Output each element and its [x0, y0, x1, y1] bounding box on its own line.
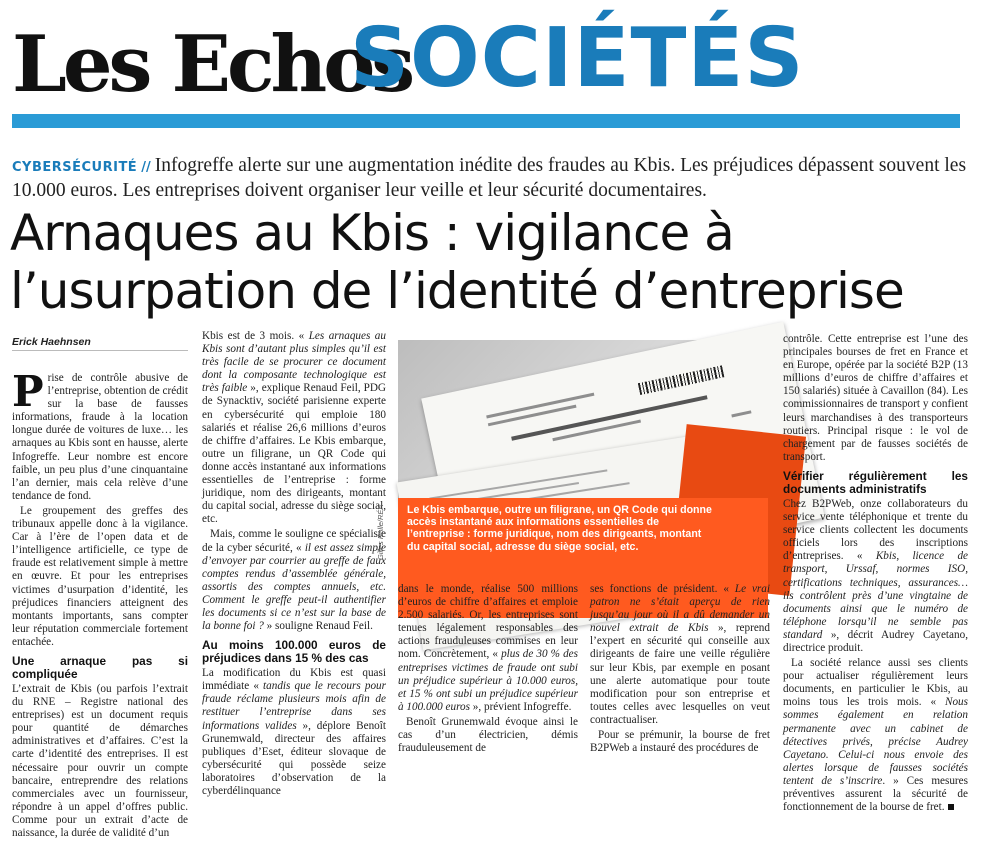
- text-line: [552, 420, 641, 442]
- drop-cap: P: [12, 367, 44, 416]
- text: », reprend l’expert en sécurité qui conseille aux dirigeants de faire une veille régulière sur leur Kbis, par exemple en posant une alerte automatique pour toute modification pour son entreprise et toutes celles avec lesquelles on veut contractualiser.: [590, 622, 770, 726]
- quote: Le vrai patron ne s’était aperçu de rien jusqu’au jour où il a dû demander un nouvel extrait de Kbis: [590, 583, 770, 635]
- article-headline: [10, 204, 990, 320]
- text: dans le monde, réalise 500 millions d’euros de chiffre d’affaires et emploie 2.500 salariés. Or, les entreprises sont tenues légalement responsables des actions frauduleuses commises en leur nom. Concrètement, «: [398, 583, 578, 661]
- masthead: [12, 10, 960, 128]
- article-column-4: [590, 583, 770, 757]
- rubric-separator: //: [141, 160, 151, 175]
- text: ses fonctions de président. «: [590, 583, 735, 595]
- text-line: [731, 410, 751, 417]
- text-line: [511, 395, 707, 440]
- paragraph: [590, 583, 770, 727]
- section-title: SOCIÉTÉS: [350, 11, 805, 106]
- paragraph-text: rise de contrôle abusive de l’entreprise, obtention de crédit sur la base de fausses informations, fraude à la location longue durée de voitures de luxe… les arnaques au Kbis sont en hausse, alerte Infogreffe. Leur nombre est encore faible, un peu plus d’une cinquantaine l’an dernier, mais cela relève d’une tendance de fond.: [12, 372, 189, 502]
- text: », prévient Infogreffe.: [470, 700, 572, 713]
- paragraph: [398, 583, 578, 714]
- text: La société relance aussi ses clients pour actualiser régulièrement leurs documents, en particulier le Kbis, au moins tous les trois mois. «: [783, 657, 968, 709]
- quote: Les arnaques au Kbis sont d’autant plus simples qu’il est très facile de se procurer ce document dont la composante technologique est très faible: [202, 330, 386, 395]
- paragraph: [202, 528, 386, 633]
- masthead-rule: [12, 114, 960, 128]
- rubric-kicker: CYBERSÉCURITÉ: [12, 160, 138, 175]
- text-line: [429, 469, 607, 499]
- photo-credit: Gilles Rolle/RÉA: [376, 504, 385, 560]
- text: », déplore Benoît Grunemwald, directeur des affaires publiques d’Eset, éditeur slovaque de cybersécurité qui possède seize laboratoires d’observation de la cyberdélinquance: [202, 719, 386, 797]
- paragraph: Benoît Grunemwald évoque ainsi le cas d’un électricien, démis frauduleusement de: [398, 715, 578, 755]
- paragraph: [783, 498, 968, 655]
- article-standfirst: [12, 154, 972, 202]
- quote: il est assez simple d’envoyer par courrier au greffe de faux comptes rendus d’assemblée générale, assortis des comptes annuels, etc. Comment le greffe peut-il authentifier les documents si ce n’est sur la base de la bonne foi ?: [202, 541, 386, 633]
- paragraph: Le groupement des greffes des tribunaux appelle donc à la vigilance. Car à l’ère de l’open data et de l’intelligence artificielle, ce type de fraude est relativement simple à mettre en œuvre. Et pour les entreprises victimes d’usurpation d’identité, les préjudices financiers atteignent des montants importants, sans compter leur réputation commerciale fortement entachée.: [12, 504, 188, 648]
- article-column-5: [783, 333, 968, 816]
- barcode-icon: [638, 365, 725, 395]
- standfirst-text: Infogreffe alerte sur une augmentation inédite des fraudes au Kbis. Les préjudices dépassent souvent les 10.000 euros. Les entreprises doivent organiser leur veille et leur sécurité documentaires.: [12, 155, 967, 201]
- text: », explique Renaud Feil, PDG de Synacktiv, société parisienne experte en cybersécurité qui emploie 180 salariés et réalise 26,6 millions d’euros de chiffre d’affaires. Le Kbis embarque, outre un filigrane, un QR Code qui donne accès instantané aux informations essentielles de l’entreprise : forme juridique, nom des dirigeants, montant du capital social, adresse du siège social, etc.: [202, 382, 387, 526]
- paragraph: [783, 657, 968, 814]
- article-column-2: [202, 330, 386, 800]
- headline-line-2: l’usurpation de l’identité d’entreprise: [10, 262, 904, 320]
- subheading: Une arnaque pas si compliquée: [12, 653, 188, 681]
- text: » souligne Renaud Feil.: [263, 620, 373, 633]
- paragraph: [12, 367, 189, 503]
- paragraph: [202, 330, 386, 526]
- photo-caption: Le Kbis embarque, outre un filigrane, un QR Code qui donne accès instantané aux informations essentielles de l’entreprise : forme juridique, nom des dirigeants, montant du capital social, adresse du siège social, etc.: [407, 504, 712, 553]
- paragraph: Pour se prémunir, la bourse de fret B2PWeb a instauré des procédures de: [590, 729, 770, 755]
- quote: Kbis, licence de transport, Urssaf, normes ISO, certifications techniques, assurances… ils contrôlent près d’une vingtaine de documents ainsi que le numéro de téléphone lorsqu’il ne semble pas standard: [783, 550, 968, 641]
- quote: plus de 30 % des entreprises victimes de fraude ont subi un préjudice supérieur à 10.000 euros, et 15 % ont subi un préjudice supérieur à 100.000 euros: [398, 648, 578, 713]
- article-end-mark: [948, 804, 954, 810]
- subheading: Vérifier régulièrement les documents administratifs: [783, 468, 968, 496]
- text: . » Ces mesures préventives assurent la sécurité de fonctionnement de la bourse de fret.: [783, 774, 968, 814]
- byline: Erick Haehnsen: [12, 336, 91, 348]
- byline-divider: [12, 350, 188, 351]
- paragraph: contrôle. Cette entreprise est l’une des principales bourses de fret en France et en Europe, opérée par la société B2P (13 millions d’euros de chiffre d’affaires et 150 salariés) située à Cavaillon (84). Les commissionnaires de transport y confient leurs marchandises à des transporteurs routiers. Principal risque : le vol de chargement par de fausses sociétés de transport.: [783, 333, 968, 463]
- article-column-1: [12, 367, 189, 842]
- headline-line-1: Arnaques au Kbis : vigilance à: [10, 204, 734, 262]
- text: Kbis est de 3 mois. «: [202, 330, 309, 342]
- quote: Nous sommes également en relation permanente avec un cabinet de détectives privés, précise Audrey Cayetano. Celui-ci nous envoie des alertes lorsque de fausses sociétés tentent de s’inscrire: [783, 696, 968, 787]
- text: Mais, comme le souligne ce spécialiste de la cyber sécurité, «: [202, 528, 386, 554]
- article-column-3: [398, 583, 578, 757]
- article-photo: [398, 340, 768, 576]
- paragraph: L’extrait de Kbis (ou parfois l’extrait du RNE – Registre national des entreprises) est un document requis pour quantité de démarches administratives et d’affaires. C’est la carte d’identité des entreprises. Il est nécessaire pour ouvrir un compte bancaire, entreprendre des relations commerciales avec un fournisseur, répondre à un appel d’offres public. Comme pour un extrait d’acte de naissance, la durée de validité d’un: [12, 682, 188, 839]
- brand-logo: Les Echos: [12, 19, 412, 110]
- subheading: Au moins 100.000 euros de préjudices dans 15 % des cas: [202, 638, 386, 666]
- text: La modification du Kbis est quasi immédiate «: [202, 667, 386, 693]
- paragraph: [202, 667, 386, 798]
- quote: tandis que le recours pour fraude réclame plusieurs mois afin de restituer l’entreprise dans ses informations valides: [202, 680, 386, 732]
- text: Chez B2PWeb, onze collaborateurs du service vente téléphonique et trente du service clients collectent les documents officiels lors des inscriptions d’entreprises. «: [783, 497, 968, 563]
- text: », décrit Audrey Cayetano, directrice produit.: [783, 628, 968, 654]
